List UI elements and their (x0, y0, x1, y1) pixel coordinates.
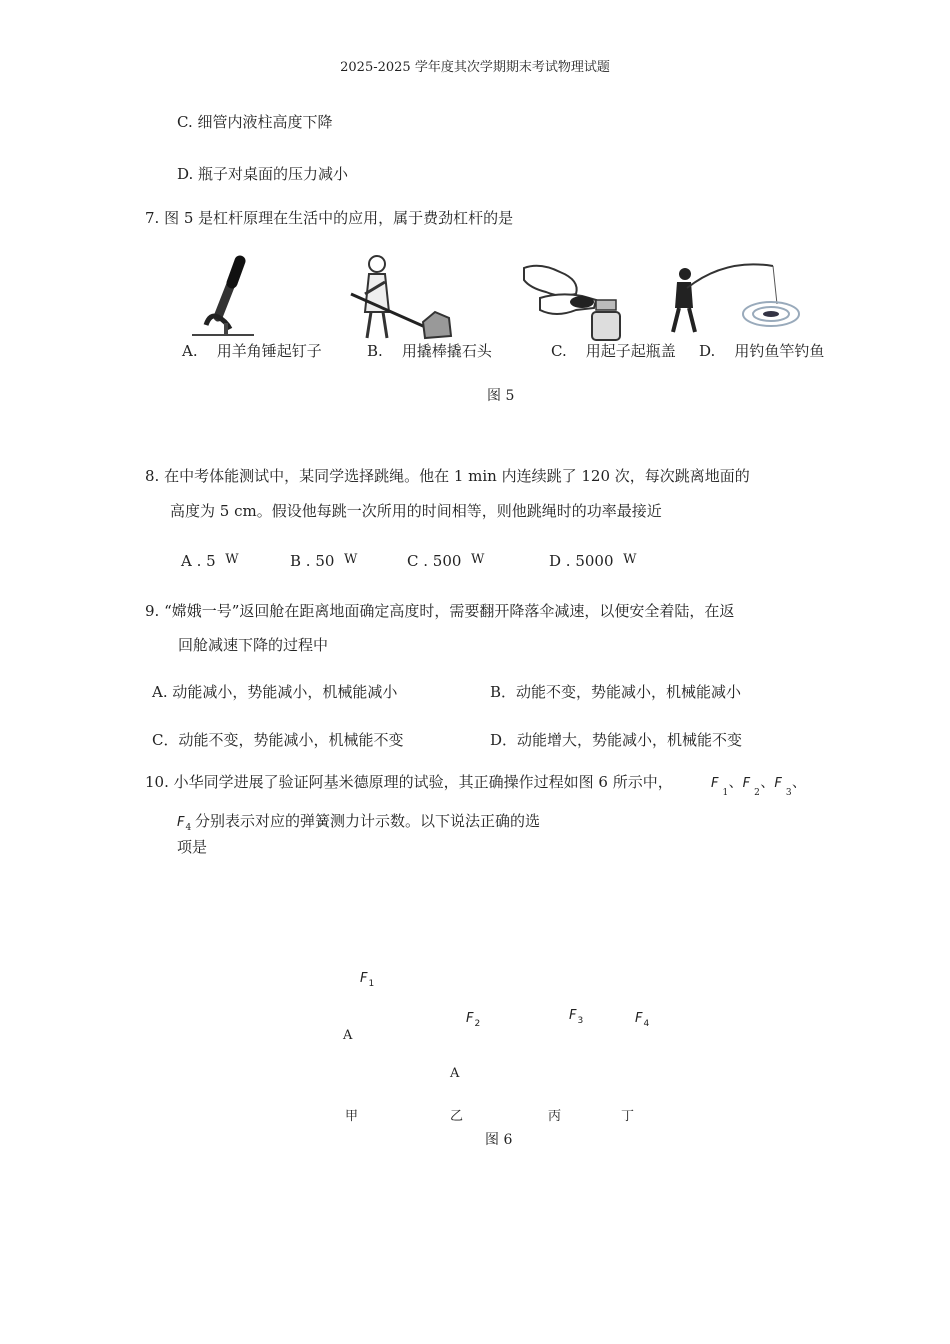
q7-stem: 7. 图 5 是杠杆原理在生活中的应用，属于费劲杠杆的是 (145, 209, 514, 227)
fishing-rod-illustration (665, 258, 800, 338)
q9-stem-line2: 回舱减速下降的过程中 (178, 636, 329, 654)
q7-option-c (551, 340, 676, 361)
q7-option-d-letter: D. (699, 342, 716, 360)
q8-option-a-label: A . 5 (181, 552, 216, 570)
force-f3-sub: 3 (785, 788, 792, 798)
q8-option-b (290, 552, 357, 570)
fig6-label-ding: 丁 (621, 1109, 635, 1124)
q8-option-d-unit: W (623, 552, 637, 567)
q9-option-d: D．动能增大，势能减小，机械能不变 (490, 731, 743, 749)
q7-option-d (699, 340, 824, 361)
q8-stem-line1: 8. 在中考体能测试中，某同学选择跳绳。他在 1 min 内连续跳了 120 次，每次跳离地面的 (145, 467, 750, 485)
q7-option-d-text: 用钓鱼竿钓鱼 (734, 342, 825, 360)
q10-stem-line3: 项是 (177, 838, 208, 856)
force-f3: F (774, 776, 782, 791)
fig6-f3-label: $F_3$ (569, 1008, 584, 1026)
q9-option-b: B．动能不变，势能减小，机械能减小 (490, 683, 742, 701)
q8-option-d-label: D . 5000 (549, 552, 614, 570)
q9-option-c: C．动能不变，势能减小，机械能不变 (152, 731, 404, 749)
sep-1: 、 (728, 775, 743, 791)
fig6-f1-label: $F_1$ (360, 971, 375, 989)
hammer-illustration (188, 255, 258, 340)
force-f2-sub: 2 (754, 788, 760, 798)
q7-option-c-letter: C. (551, 342, 567, 360)
fig6-object-a-1: A (343, 1028, 353, 1043)
q7-option-b (367, 340, 492, 361)
q10-stem-line2 (177, 810, 540, 831)
sep-3: 、 (792, 775, 807, 791)
crowbar-worker-illustration (345, 252, 455, 342)
q8-option-d (549, 552, 636, 570)
bottle-opener-illustration (520, 258, 630, 343)
q6-option-d: D. 瓶子对桌面的压力减小 (177, 165, 349, 183)
fig6-label-jia: 甲 (345, 1109, 359, 1124)
q8-option-a (181, 552, 239, 570)
q7-option-a-text: 用羊角锤起钉子 (216, 342, 322, 360)
q10-force-symbols (711, 772, 807, 798)
figure6-caption: 图 6 (485, 1132, 513, 1148)
q7-option-a (182, 340, 322, 361)
q7-option-b-text: 用撬棒撬石头 (401, 342, 492, 360)
sep-2: 、 (760, 775, 775, 791)
q9-stem-line1: 9. “嫦娥一号”返回舱在距离地面确定高度时，需要翻开降落伞减速，以便安全着陆，在返 (145, 602, 735, 620)
fig6-f4-label: $F_4$ (635, 1011, 650, 1029)
q8-option-b-label: B . 50 (290, 552, 335, 570)
page-header: 2025-2025 学年度其次学期期末考试物理试题 (340, 60, 610, 75)
q6-option-c: C. 细管内液柱高度下降 (177, 113, 333, 131)
fig6-label-bing: 丙 (548, 1109, 562, 1124)
fig6-f2-label: $F_2$ (466, 1011, 481, 1029)
q8-option-c-label: C . 500 (407, 552, 462, 570)
force-f1: F (711, 776, 719, 791)
figure5-caption: 图 5 (487, 388, 515, 404)
q7-option-b-letter: B. (367, 342, 383, 360)
q8-stem-line2: 高度为 5 cm。假设他每跳一次所用的时间相等，则他跳绳时的功率最接近 (170, 502, 662, 520)
q8-option-a-unit: W (225, 552, 239, 567)
fig6-object-a-2: A (450, 1066, 460, 1081)
force-f4-sub: 4 (185, 823, 192, 833)
q10-stem-line2-text: 分别表示对应的弹簧测力计示数。以下说法正确的选 (195, 812, 541, 830)
q9-option-a: A. 动能减小，势能减小，机械能减小 (152, 683, 398, 701)
q8-option-c-unit: W (470, 552, 485, 567)
force-f2: F (742, 776, 751, 791)
q7-option-a-letter: A. (182, 342, 198, 360)
q7-option-c-text: 用起子起瓶盖 (585, 342, 676, 360)
force-f1-sub: 1 (722, 788, 729, 798)
fig6-label-yi: 乙 (450, 1109, 464, 1124)
q10-stem-line1: 10. 小华同学进展了验证阿基米德原理的试验，其正确操作过程如图 6 所示中， (145, 773, 673, 791)
force-f4: F (177, 815, 185, 830)
q8-option-b-unit: W (343, 552, 358, 567)
q8-option-c (407, 552, 484, 570)
